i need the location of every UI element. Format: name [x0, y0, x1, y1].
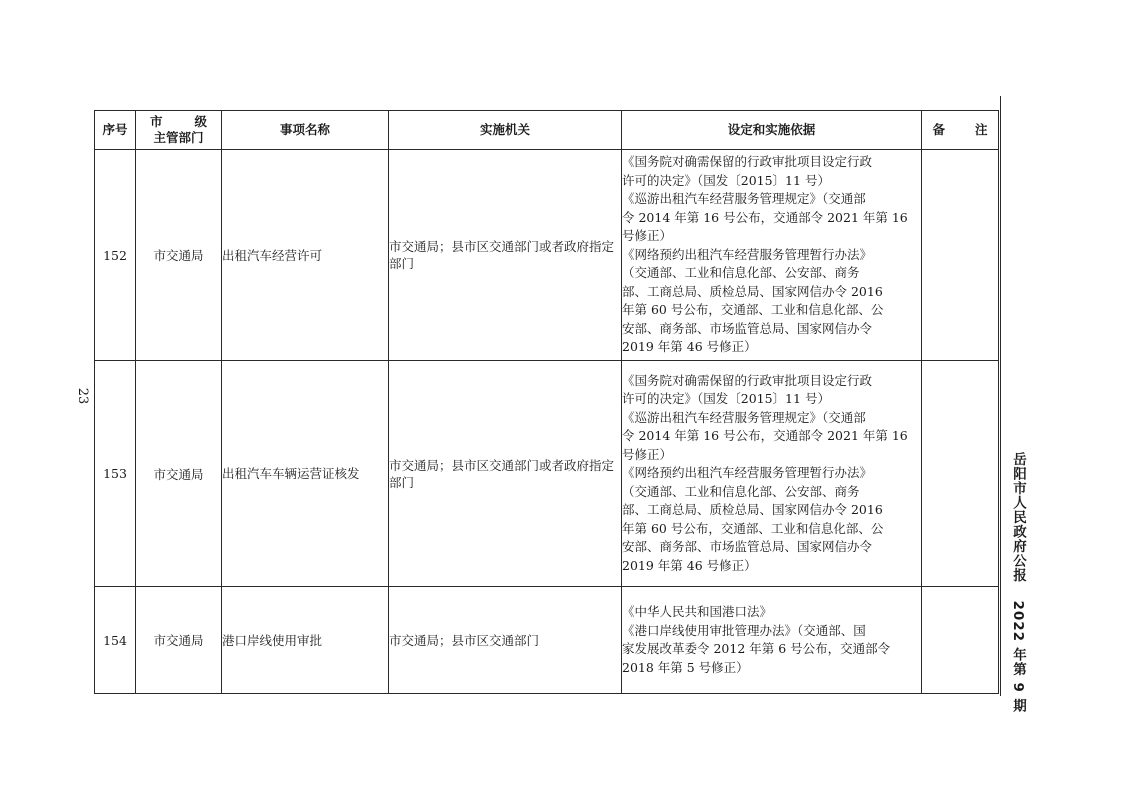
- basis-line: 号修正）: [622, 228, 673, 244]
- journal-issue: 2022 年第 9 期: [1010, 600, 1026, 714]
- basis-line: 部、工商总局、质检总局、国家网信办令 2016: [622, 283, 883, 299]
- header-dept-char-1: 市: [150, 114, 163, 129]
- header-dept: [136, 111, 222, 150]
- basis-line: 年第 60 号公布，交通部、工业和信息化部、公: [622, 520, 884, 536]
- row-name: 出租汽车车辆运营证核发: [222, 361, 389, 587]
- row-basis: [622, 150, 922, 361]
- row-agency: 市交通局；县市区交通部门或者政府指定部门: [389, 361, 622, 587]
- row-name: 出租汽车经营许可: [222, 150, 389, 361]
- basis-line: （交通部、工业和信息化部、公安部、商务: [622, 265, 860, 281]
- basis-line: 2018 年第 5 号修正）: [622, 659, 749, 675]
- header-note-char-2: 注: [975, 122, 988, 137]
- table-row: [95, 150, 999, 361]
- row-no: 154: [95, 587, 136, 694]
- basis-line: 令 2014 年第 16 号公布，交通部令 2021 年第 16: [622, 428, 908, 444]
- basis-line: 《国务院对确需保留的行政审批项目设定行政: [622, 154, 873, 170]
- margin-rule: [1000, 96, 1001, 696]
- header-dept-char-2: 级: [194, 114, 207, 129]
- basis-line: 部、工商总局、质检总局、国家网信办令 2016: [622, 502, 883, 518]
- row-agency: 市交通局；县市区交通部门: [389, 587, 622, 694]
- row-note: [922, 150, 999, 361]
- row-basis: [622, 361, 922, 587]
- table-row: [95, 587, 999, 694]
- journal-header: [1008, 452, 1028, 713]
- basis-line: 2019 年第 46 号修正）: [622, 557, 757, 573]
- basis-line: 许可的决定》（国发〔2015〕11 号）: [622, 391, 830, 407]
- row-no: 152: [95, 150, 136, 361]
- basis-line: 2019 年第 46 号修正）: [622, 339, 757, 355]
- row-no: 153: [95, 361, 136, 587]
- basis-line: 安部、商务部、市场监管总局、国家网信办令: [622, 320, 873, 336]
- header-no: 序号: [95, 111, 136, 150]
- basis-line: 《巡游出租汽车经营服务管理规定》（交通部: [622, 191, 866, 207]
- basis-line: 《中华人民共和国港口法》: [622, 604, 773, 619]
- basis-line: 安部、商务部、市场监管总局、国家网信办令: [622, 539, 873, 555]
- basis-line: 年第 60 号公布，交通部、工业和信息化部、公: [622, 302, 884, 318]
- row-basis: [622, 587, 922, 694]
- basis-line: （交通部、工业和信息化部、公安部、商务: [622, 483, 860, 499]
- basis-line: 《网络预约出租汽车经营服务管理暂行办法》: [622, 465, 873, 481]
- header-name: 事项名称: [222, 111, 389, 150]
- basis-line: 《巡游出租汽车经营服务管理规定》（交通部: [622, 409, 866, 425]
- table-header-row: [95, 111, 999, 150]
- basis-line: 号修正）: [622, 446, 673, 462]
- table-row: [95, 361, 999, 587]
- basis-line: 《国务院对确需保留的行政审批项目设定行政: [622, 372, 873, 388]
- approval-items-table: [94, 110, 999, 694]
- journal-title: 岳阳市人民政府公报: [1010, 452, 1026, 583]
- page-number: 23: [75, 387, 90, 405]
- header-dept-line-2: 主管部门: [153, 130, 204, 145]
- row-agency: 市交通局；县市区交通部门或者政府指定部门: [389, 150, 622, 361]
- row-dept: 市交通局: [136, 361, 222, 587]
- header-note: [922, 111, 999, 150]
- header-agency: 实施机关: [389, 111, 622, 150]
- basis-line: 《港口岸线使用审批管理办法》（交通部、国: [622, 622, 866, 638]
- row-note: [922, 587, 999, 694]
- row-dept: 市交通局: [136, 150, 222, 361]
- header-note-char-1: 备: [932, 122, 945, 137]
- row-name: 港口岸线使用审批: [222, 587, 389, 694]
- row-dept: 市交通局: [136, 587, 222, 694]
- header-basis: 设定和实施依据: [622, 111, 922, 150]
- basis-line: 许可的决定》（国发〔2015〕11 号）: [622, 172, 830, 188]
- row-note: [922, 361, 999, 587]
- basis-line: 令 2014 年第 16 号公布，交通部令 2021 年第 16: [622, 209, 908, 225]
- basis-line: 家发展改革委令 2012 年第 6 号公布，交通部令: [622, 641, 891, 656]
- basis-line: 《网络预约出租汽车经营服务管理暂行办法》: [622, 246, 873, 262]
